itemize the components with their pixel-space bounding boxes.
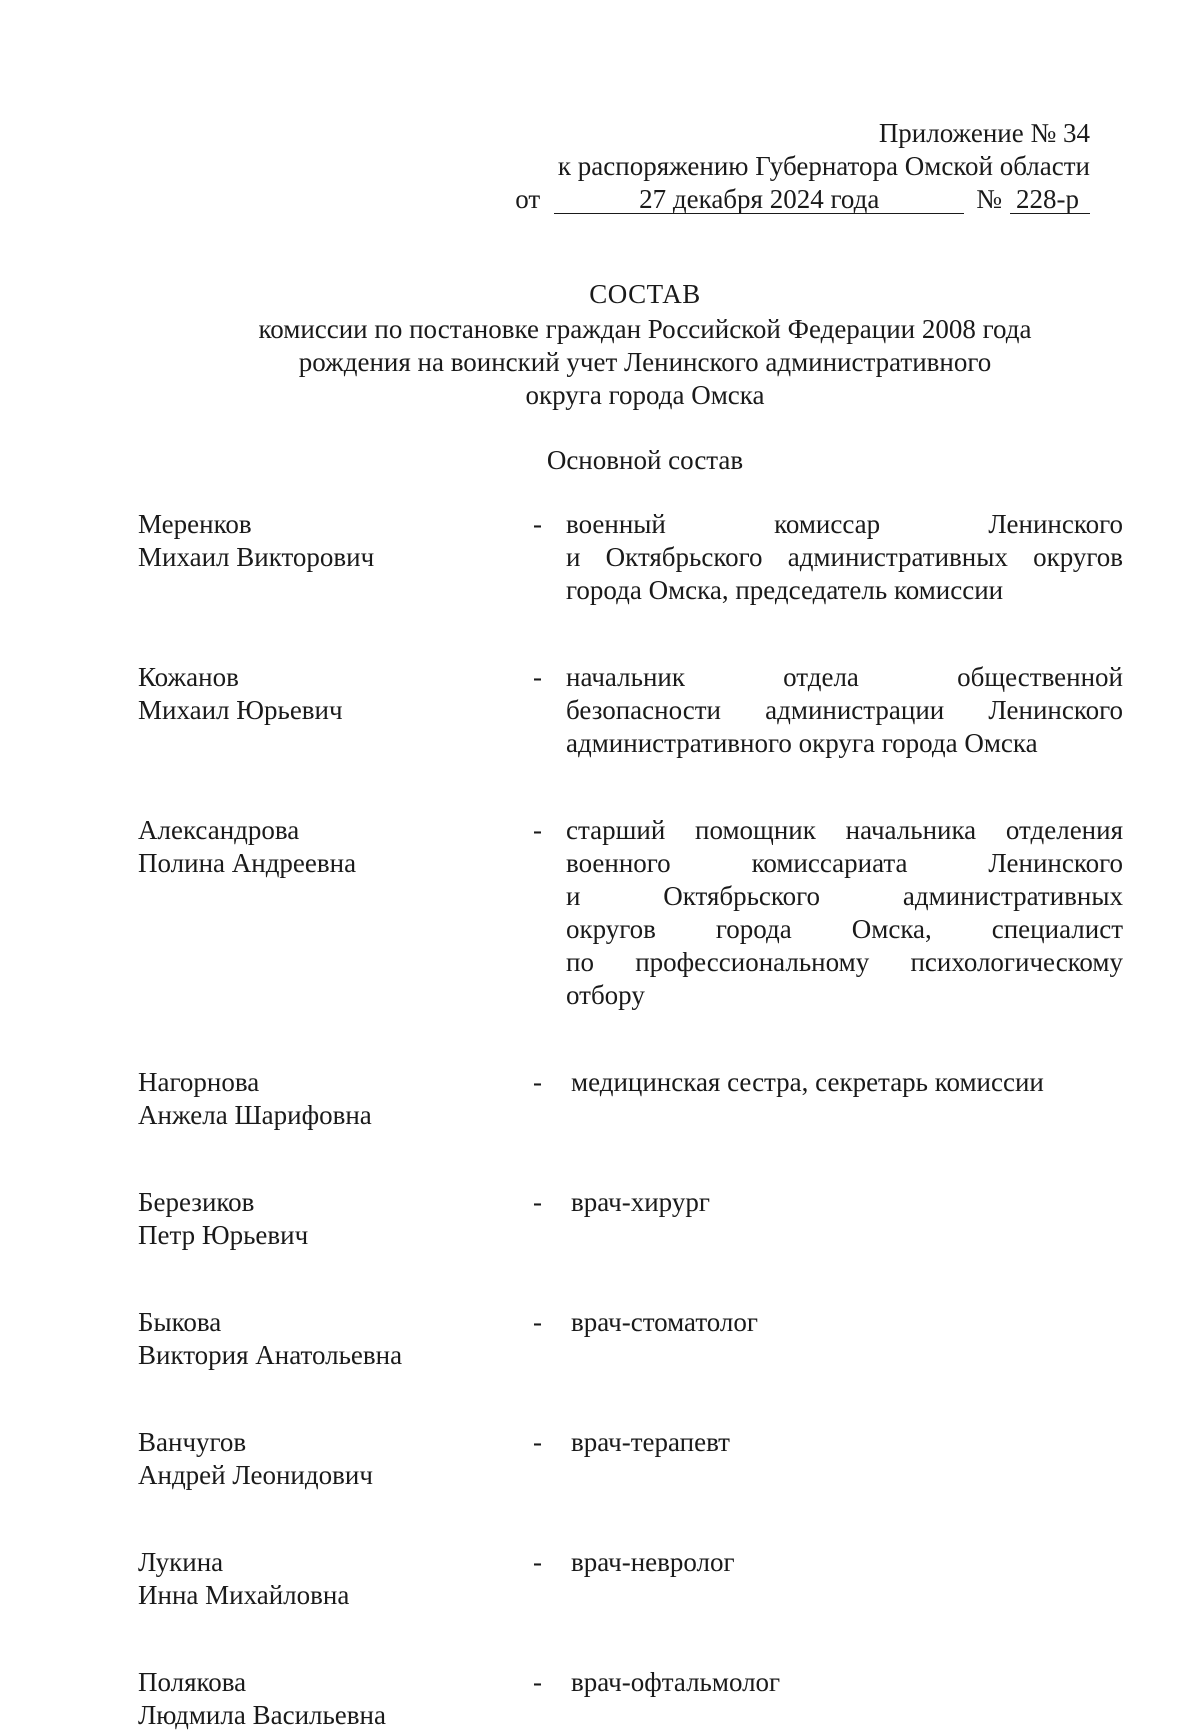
role-line: безопасности администрации Ленинского [566,695,1123,725]
role-line: по профессиональному психологическому [566,947,1123,977]
dash-separator: - [533,662,542,692]
title-sub-line: рождения на воинский учет Ленинского административного [298,347,992,377]
member-name [138,1306,533,1372]
role-line: административного округа города Омска [566,728,1038,758]
order-number: 228-р [1010,185,1090,214]
role-line: врач-офтальмолог [571,1667,781,1697]
member-entry [138,508,1128,607]
member-entry [138,1546,1128,1612]
role-line: медицинская сестра, секретарь комиссии [571,1067,1044,1097]
role-line: военный комиссар Ленинского [566,509,1123,539]
dash-separator: - [533,1307,542,1337]
member-role [566,1186,1123,1219]
order-date: 27 декабря 2024 года [554,185,964,214]
appendix-number: Приложение № 34 [878,118,1090,148]
title-subtitle [150,313,1140,412]
member-given: Анжела Шарифовна [138,1100,372,1130]
member-surname: Нагорнова [138,1067,260,1097]
member-name [138,1666,533,1732]
member-entry [138,1306,1128,1372]
role-line: военного комиссариата Ленинского [566,848,1123,878]
member-surname: Кожанов [138,662,239,692]
title-sub-line: округа города Омска [525,380,765,410]
member-entry [138,1666,1128,1732]
member-name [138,1546,533,1612]
member-given: Петр Юрьевич [138,1220,309,1250]
member-name [138,814,533,880]
dash-separator: - [533,1067,542,1097]
dash-separator: - [533,815,542,845]
member-name [138,508,533,574]
member-surname: Полякова [138,1667,247,1697]
member-entry [138,1426,1128,1492]
member-name [138,1426,533,1492]
member-entry [138,814,1128,1012]
role-line: старший помощник начальника отделения [566,815,1123,845]
member-role [566,508,1123,607]
dash-separator: - [533,1667,542,1697]
member-surname: Александрова [138,815,300,845]
role-line: врач-хирург [571,1187,710,1217]
member-surname: Ванчугов [138,1427,247,1457]
member-role [566,1666,1123,1699]
role-line: начальник отдела общественной [566,662,1123,692]
member-given: Инна Михайловна [138,1580,350,1610]
member-name [138,661,533,727]
member-given: Людмила Васильевна [138,1700,386,1730]
role-line: отбору [566,980,645,1010]
title-sub-line: комиссии по постановке граждан Российской Федерации 2008 года [258,314,1032,344]
role-line: города Омска, председатель комиссии [566,575,1004,605]
order-reference: к распоряжению Губернатора Омской области [557,151,1090,181]
member-given: Андрей Леонидович [138,1460,373,1490]
role-line: и Октябрьского административных [566,881,1123,911]
member-name [138,1066,533,1132]
member-surname: Березиков [138,1187,255,1217]
role-line: и Октябрьского административных округов [566,542,1123,572]
date-number-line [490,183,1090,216]
role-line: врач-стоматолог [571,1307,758,1337]
member-name [138,1186,533,1252]
member-surname: Лукина [138,1547,224,1577]
member-role [566,1066,1123,1099]
date-prefix: от [515,184,541,214]
section-heading: Основной состав [546,445,744,475]
number-label: № [976,184,1002,214]
title-main: СОСТАВ [589,279,701,309]
member-entry [138,1066,1128,1132]
dash-separator: - [533,1547,542,1577]
document-title [150,278,1140,412]
member-role [566,1426,1123,1459]
member-surname: Меренков [138,509,252,539]
member-entry [138,1186,1128,1252]
member-entry [138,661,1128,760]
member-given: Михаил Викторович [138,542,375,572]
role-line: врач-терапевт [571,1427,730,1457]
member-role [566,1306,1123,1339]
dash-separator: - [533,1187,542,1217]
members-list [138,508,1128,1732]
role-line: округов города Омска, специалист [566,914,1123,944]
role-line: врач-невролог [571,1547,735,1577]
member-role [566,1546,1123,1579]
member-given: Виктория Анатольевна [138,1340,403,1370]
member-given: Михаил Юрьевич [138,695,343,725]
document-header [490,117,1090,216]
member-surname: Быкова [138,1307,222,1337]
member-given: Полина Андреевна [138,848,357,878]
member-role [566,814,1123,1012]
dash-separator: - [533,1427,542,1457]
dash-separator: - [533,509,542,539]
member-role [566,661,1123,760]
